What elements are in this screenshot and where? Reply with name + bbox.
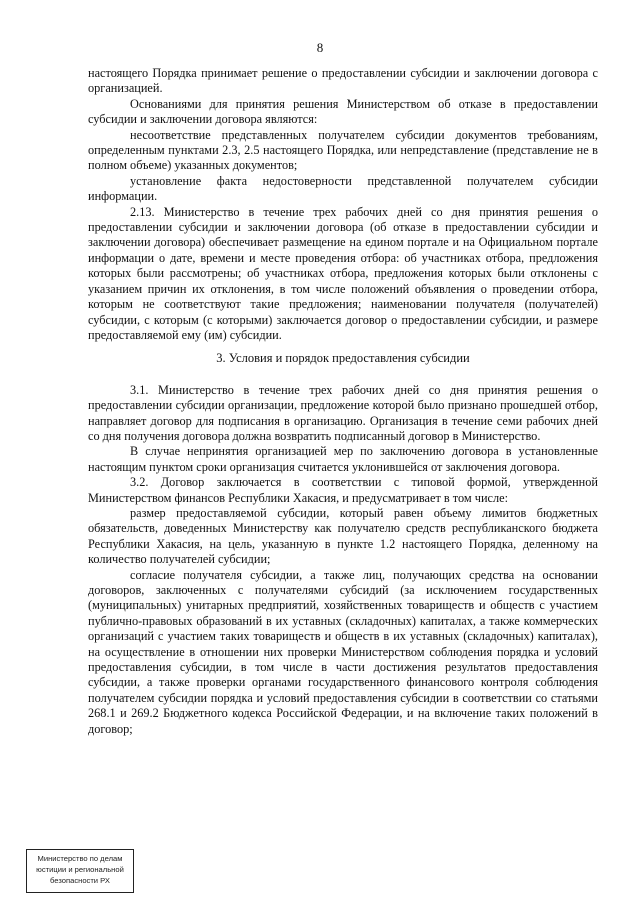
- document-body: [88, 66, 598, 737]
- section-heading: 3. Условия и порядок предоставления субсидии: [216, 351, 470, 366]
- paragraph-subsidy-amount: размер предоставляемой субсидии, который равен объему лимитов бюджетных обязательств, доведенных Министерству как получателю средств республиканского бюджета Республики Хакасия, на цель, указанную в пункте 1.2 настоящего Порядка, деленному на количество получателей субсидии;: [88, 505, 598, 567]
- stamp-line: Министерство по делам: [37, 854, 123, 863]
- paragraph-ground-unreliable-info: установление факта недостоверности представленной получателем субсидии информации.: [88, 173, 598, 204]
- paragraph-3-2: 3.2. Договор заключается в соответствии с типовой формой, утвержденной Министерством финансов Республики Хакасия, и предусматривает в том числе:: [88, 475, 598, 505]
- paragraph-ground-nonconformity: несоответствие представленных получателем субсидии документов требованиям, определенным пунктами 2.3, 2.5 настоящего Порядка, или непредставление (представление не в полном объеме) указанных документов;: [88, 127, 598, 173]
- paragraph-refusal-grounds: Основаниями для принятия решения Министерством об отказе в предоставлении субсидии и заключении договора являются:: [88, 96, 598, 127]
- paragraph-evasion: В случае непринятия организацией мер по заключению договора в установленные настоящим пунктом сроки организация считается уклонившейся от заключения договора.: [88, 444, 598, 474]
- stamp-line: безопасности РХ: [50, 876, 110, 885]
- page-number: 8: [316, 40, 324, 55]
- ministry-registration-stamp: [26, 849, 134, 893]
- paragraph-consent-to-audit: согласие получателя субсидии, а также лиц, получающих средства на основании договоров, заключенных с получателями субсидий (за исключением государственных (муниципальных) унитарных предприятий, хозяйственных товариществ и обществ с участием публично-правовых образований в их уставных (складочных) капиталах, а также коммерческих организаций с участием таких товариществ и обществ в их уставных (складочных) капиталах), на осуществление в отношении них проверки Министерством соблюдения порядка и условий предоставления субсидии, в том числе в части достижения результатов предоставления субсидии, а также проверки органами государственного финансового контроля соблюдения получателем субсидии порядка и условий предоставления субсидии в соответствии со статьями 268.1 и 269.2 Бюджетного кодекса Российской Федерации, и на включение таких положений в договор;: [88, 567, 598, 736]
- paragraph-continuation: настоящего Порядка принимает решение о предоставлении субсидии и заключении договора с организацией.: [88, 66, 598, 96]
- paragraph-2-13: 2.13. Министерство в течение трех рабочих дней со дня принятия решения о предоставлении субсидии и заключении договора (об отказе в предоставлении субсидии и заключении договора) обеспечивает размещение на едином портале и на Официальном портале информации о дате, времени и месте проведения отбора: об участниках отбора, предложения которых были рассмотрены; об участниках отбора, предложения которых были отклонены с указанием причин их отклонения, в том числе положений объявления о проведении отбора, которым не соответствуют такие предложения; наименовании получателя (получателей) субсидии, с которым (с которыми) заключается договор о предоставлении субсидии, и размере предоставляемой ему (им) субсидии.: [88, 204, 598, 342]
- stamp-line: юстиции и региональной: [36, 865, 124, 874]
- paragraph-3-1: 3.1. Министерство в течение трех рабочих дней со дня принятия решения о предоставлении субсидии организации, предложение которой было признано прошедшей отбор, направляет договор для подписания в организацию. Организация в течение семи рабочих дней со дня получения договора должна возвратить подписанный договор в Министерство.: [88, 382, 598, 443]
